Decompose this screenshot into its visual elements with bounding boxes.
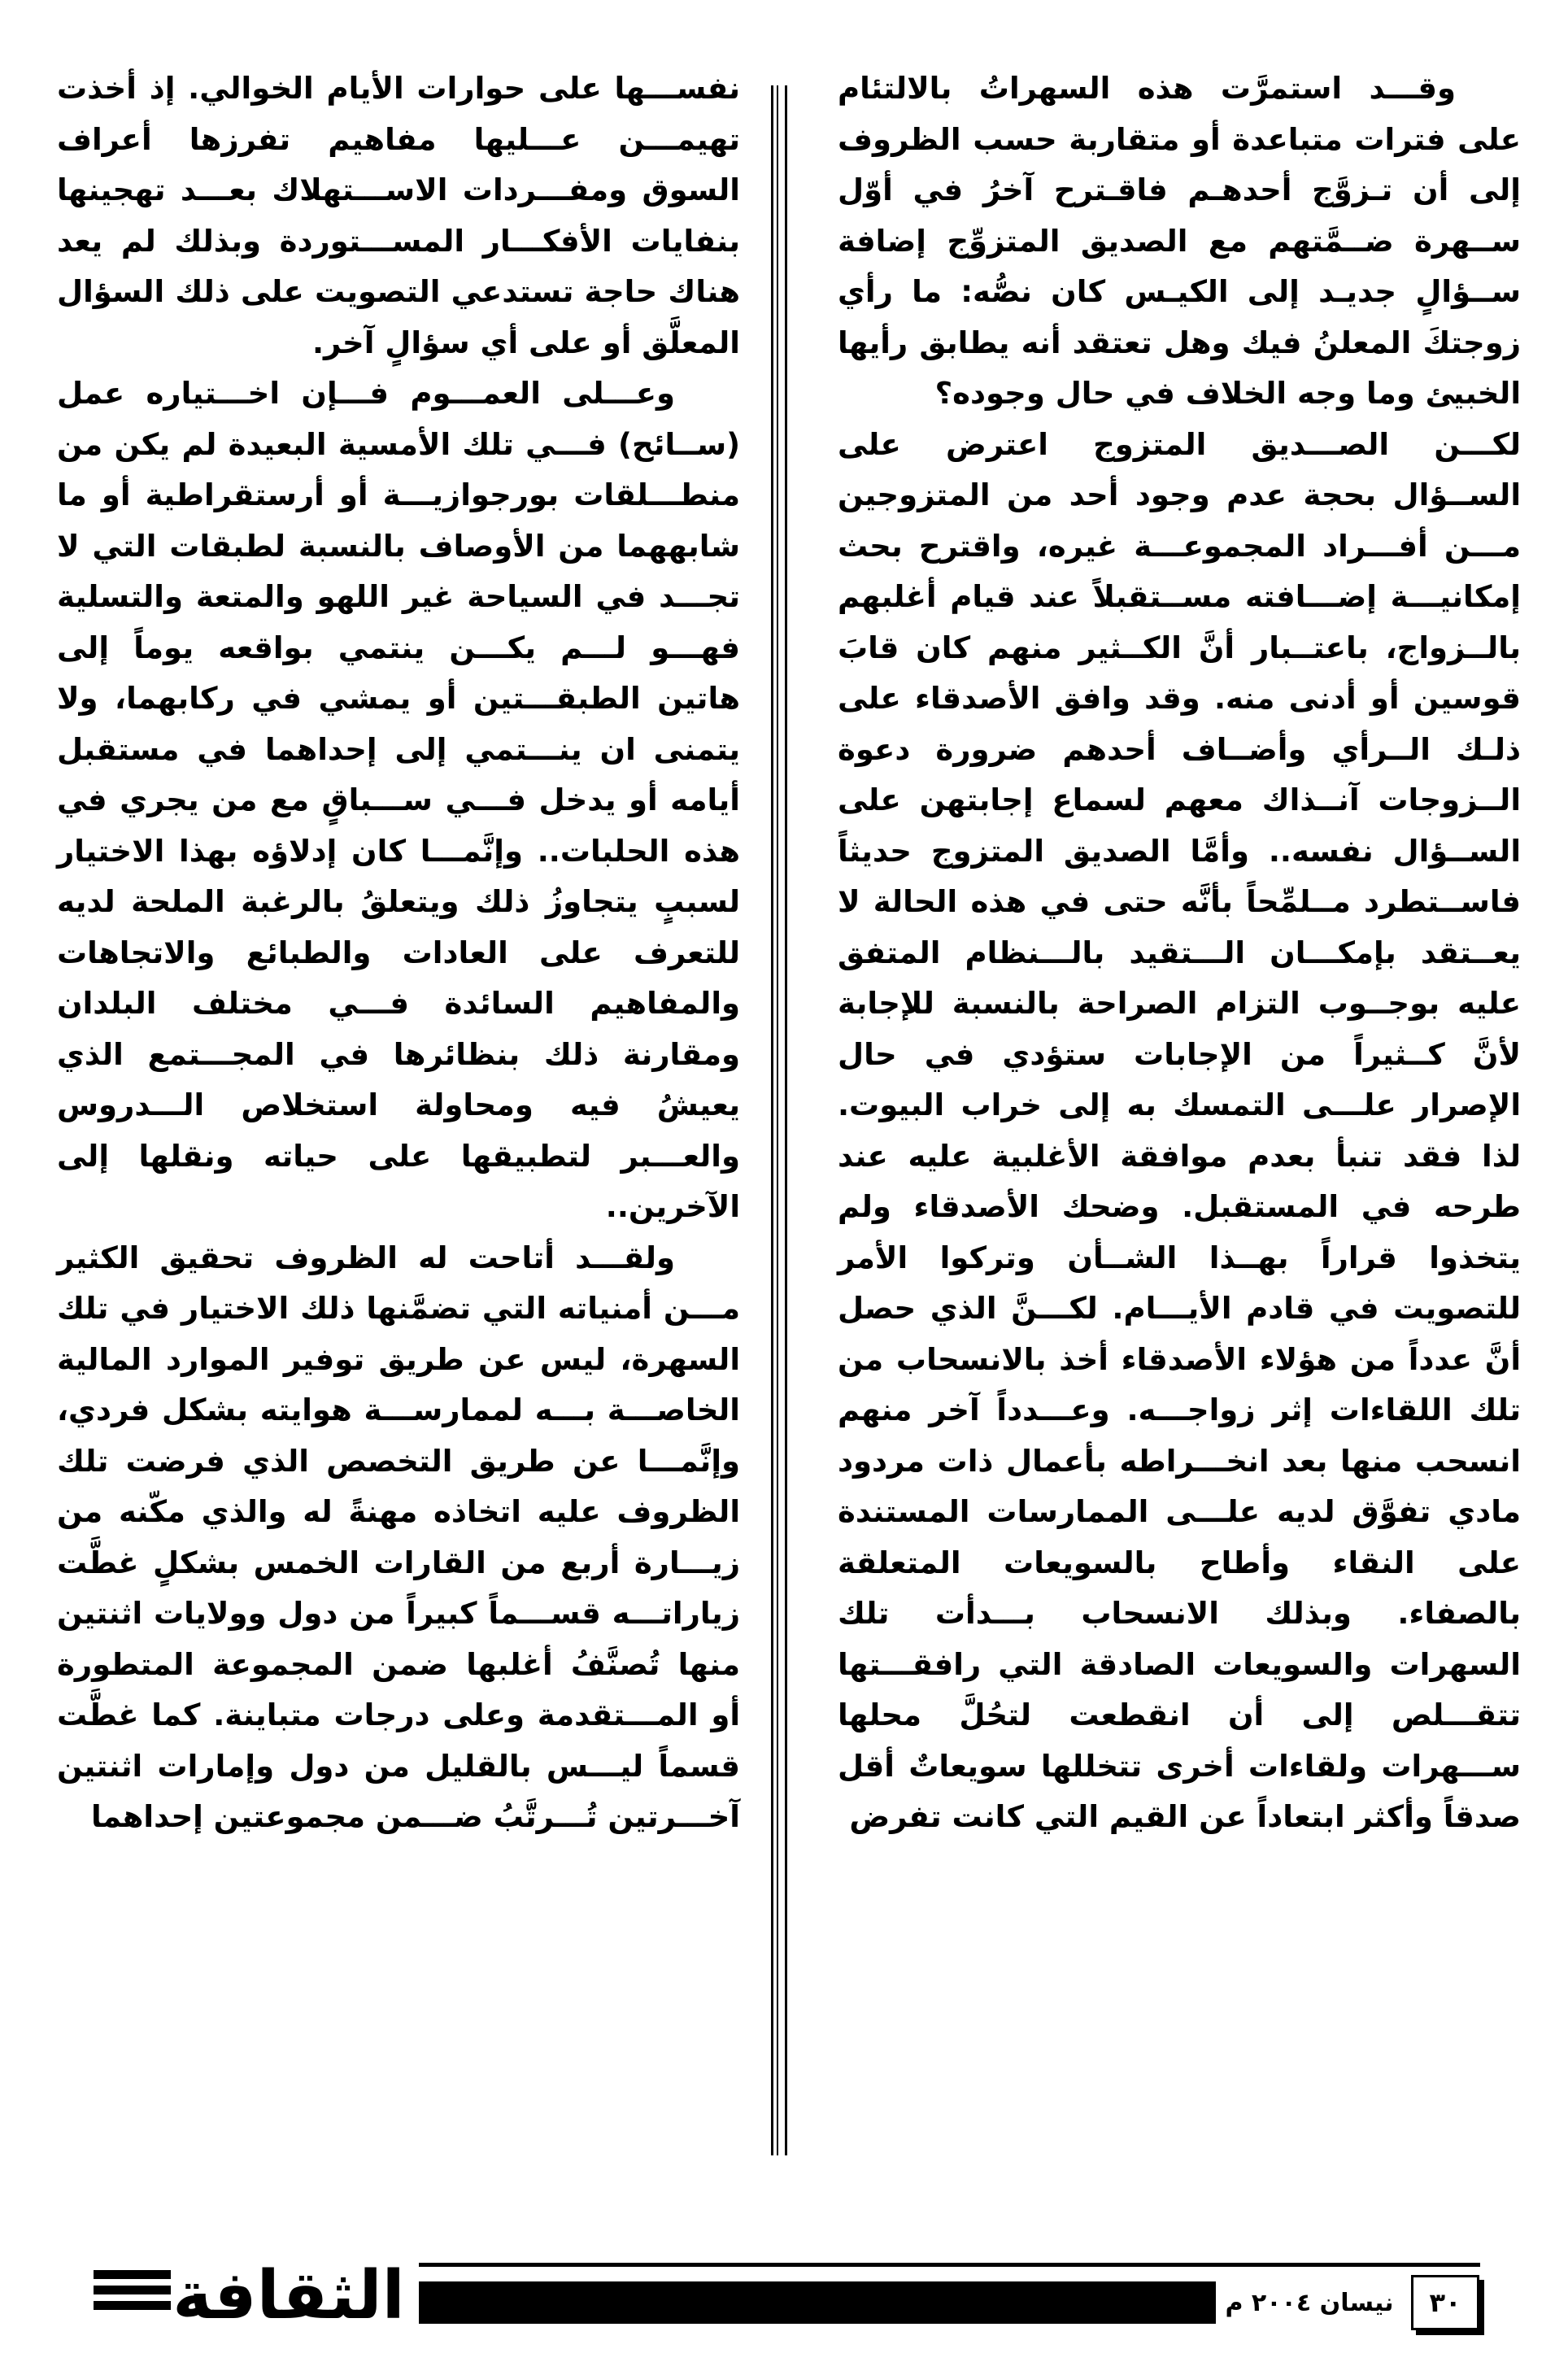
page-number: ٣٠ xyxy=(1411,2275,1479,2330)
issue-date: نيسان ٢٠٠٤ م xyxy=(1225,2289,1394,2317)
paragraph: نفســـها على حوارات الأيام الخوالي. إذ أخذت تهيمـــن عـــليها مفاهيم تفرزها أعراف السوق ومفـــردات الاســـتهلاك بعـــد تهجينها بنفايات الأفكـــار المســـتوردة وبذلك لم يعد هناك حاجة تستدعي التصويت على ذلك السؤال المعلَّق أو على أي سؤالٍ آخر. xyxy=(57,71,740,360)
footer-rule-thick xyxy=(419,2281,1216,2324)
logo-bars-decoration xyxy=(94,2270,171,2325)
article-column-right xyxy=(838,63,1521,1843)
paragraph: لكـــن الصـــديق المتزوج اعترض على الســؤال بحجة عدم وجود أحد من المتزوجين مـــن أفـــراد المجموعـــة غيره، واقترح بحث إمكانيـــة إضـــافته مســتقبلاً عند قيام أغلبهم بالــزواج، باعتــبار أنَّ الكــثير منهم كان قابَ قوسين أو أدنى منه. وقد وافق الأصدقاء على ذلـك الــرأي وأضــاف أحدهم ضرورة دعوة الــزوجات آنــذاك معهم لسماع إجابتهن على الســؤال نفسه.. وأمَّا الصديق المتزوج حديثاً فاســتطرد مــلمِّحاً بأنَّه حتى في هذه الحالة لا يعــتقد بإمكـــان الـــتقيد بالـــنظام المتفق عليه بوجــوب التزام الصراحة بالنسبة للإجابة لأنَّ كــثيراً من الإجابات ستؤدي في حال الإصرار علـــى التمسك به إلى خراب البيوت. لذا فقد تنبأ بعدم موافقة الأغلبية عليه عند طرحه في المستقبل. وضحك الأصدقاء ولم يتخذوا قراراً بهــذا الشــأن وتركوا الأمر للتصويت في قادم الأيـــام. لكـــنَّ الذي حصل أنَّ عدداً من هؤلاء الأصدقاء أخذ بالانسحاب من تلك اللقاءات إثر زواجـــه. وعـــدداً آخر منهم انسحب منها بعد انخـــراطه بأعمال ذات مردود مادي تفوَّق لديه علـــى الممارسات المستندة على النقاء وأطاح بالسويعات المتعلقة بالصفاء. وبذلك الانسحاب بـــدأت تلك السهرات والسويعات الصادقة التي رافقـــتها تتقـــلص إلى أن انقطعت لتحُلَّ محلها ســـهرات ولقاءات أخرى تتخللها سويعاتٌ أقل صدقاً وأكثر ابتعاداً عن القيم التي كانت تفرض xyxy=(838,426,1521,1834)
logo-text: الثقافة xyxy=(172,2257,405,2334)
footer-rule-thin xyxy=(419,2263,1480,2267)
paragraph: ولقـــد أتاحت له الظروف تحقيق الكثير مـــن أمنياته التي تضمَّنها ذلك الاختيار في تلك السهرة، ليس عن طريق توفير الموارد المالية الخاصـــة بـــه لممارســـة هوايته بشكل فردي، وإنَّمـــا عن طريق التخصص الذي فرضت تلك الظروف عليه اتخاذه مهنةً له والذي مكّنه من زيـــارة أربع من القارات الخمس بشكلٍ غطَّت زياراتـــه قســـماً كبيراً من دول وولايات اثنتين منها تُصنَّفُ أغلبها ضمن المجموعة المتطورة أو المـــتقدمة وعلى درجات متباينة. كما غطَّت قسماً ليـــس بالقليل من دول وإمارات اثنتين آخـــرتين تُـــرتَّبُ ضـــمن مجموعتين إحداهما xyxy=(57,1240,740,1834)
page-footer xyxy=(0,2245,1568,2351)
paragraph: وقـــد استمرَّت هذه السهراتُ بالالتئام على فترات متباعدة أو متقاربة حسب الظروف إلى أن تـزوَّج أحدهـم فاقـترح آخرُ في أوّل ســهرة ضــمَّتهم مع الصديق المتزوِّج إضافة ســؤالٍ جديـد إلى الكيـس كان نصُّه: ما رأي زوجتكَ المعلنُ فيك وهل تعتقد أنه يطابق رأيها الخبيئ وما وجه الخلاف في حال وجوده؟ xyxy=(838,71,1521,411)
paragraph: وعـــلى العمـــوم فـــإن اخـــتياره عمل (ســائح) فـــي تلك الأمسية البعيدة لم يكن من منطـــلقات بورجوازيـــة أو أرستقراطية أو ما شابههما من الأوصاف بالنسبة لطبقات التي لا تجـــد في السياحة غير اللهو والمتعة والتسلية فهـــو لـــم يكـــن ينتمي بواقعه يوماً إلى هاتين الطبقـــتين أو يمشي في ركابهما، ولا يتمنى ان ينـــتمي إلى إحداهما في مستقبل أيامه أو يدخل فـــي ســـباقٍ مع من يجري في هذه الحلبات.. وإنَّمـــا كان إدلاؤه بهذا الاختيار لسببٍ يتجاوزُ ذلك ويتعلقُ بالرغبة الملحة لديه للتعرف على العادات والطبائع والاتجاهات والمفاهيم السائدة فـــي مختلف البلدان ومقارنة ذلك بنظائرها في المجـــتمع الذي يعيشُ فيه ومحاولة استخلاص الـــدروس والعـــبر لتطبيقها على حياته ونقلها إلى الآخرين.. xyxy=(57,376,740,1224)
magazine-logo xyxy=(94,2257,407,2334)
column-divider xyxy=(771,85,787,2155)
article-column-left xyxy=(57,63,740,1843)
